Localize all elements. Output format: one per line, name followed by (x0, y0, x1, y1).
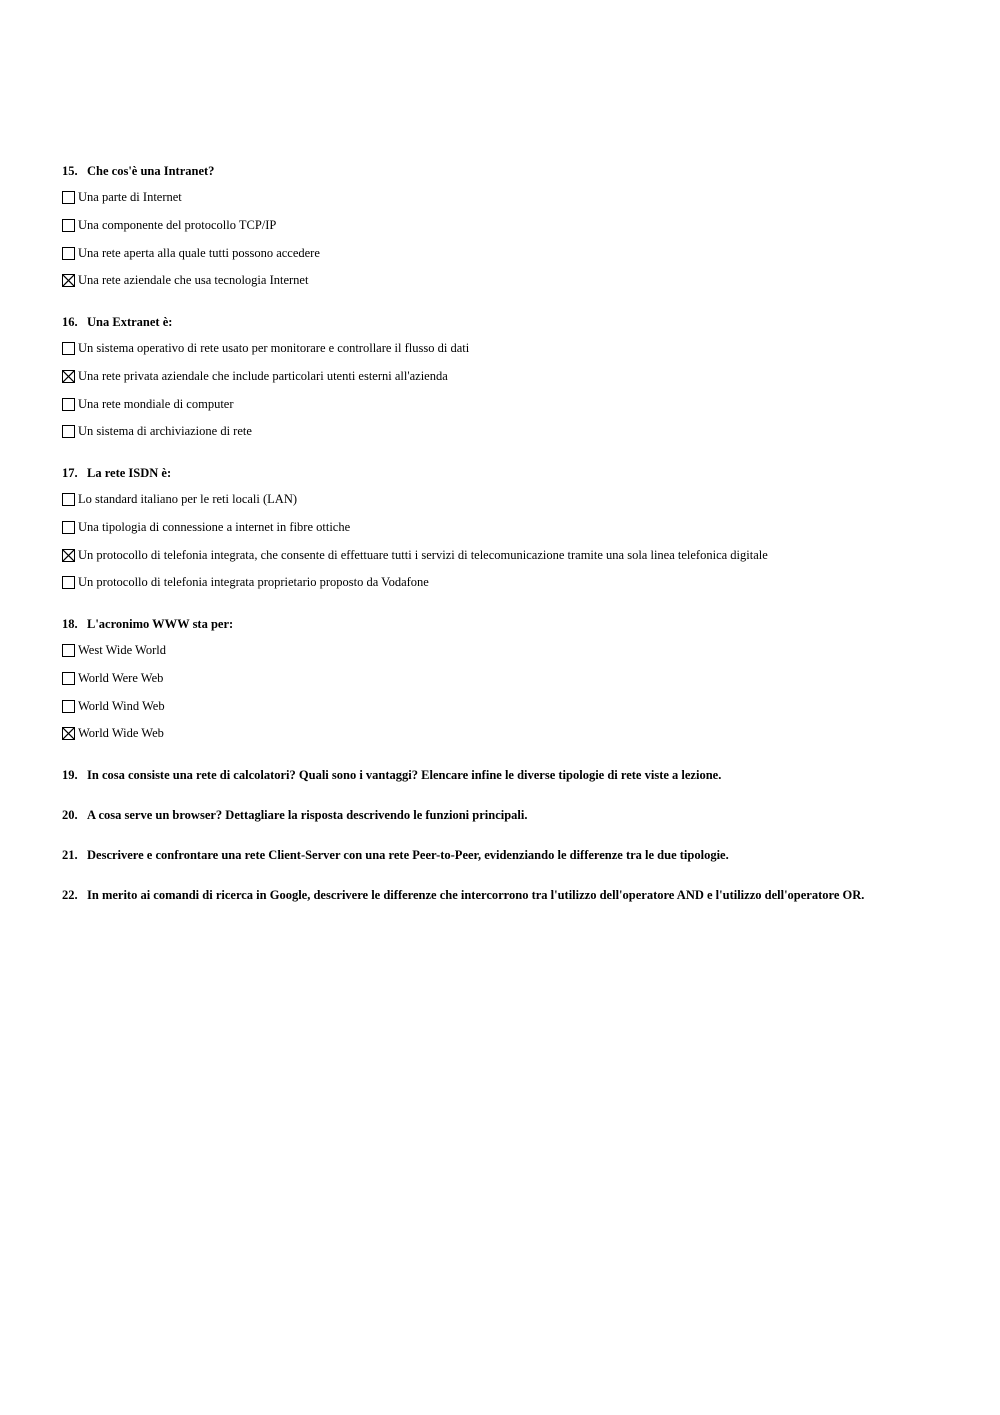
option-label: Una rete aperta alla quale tutti possono accedere (78, 245, 320, 260)
checkbox-icon[interactable] (62, 247, 75, 260)
question-number: 21. (62, 848, 78, 862)
question-18-title (62, 617, 233, 632)
question-text: Una Extranet è: (87, 315, 173, 329)
option-18-d[interactable] (62, 725, 164, 741)
question-17-title (62, 466, 171, 481)
option-label: Una rete privata aziendale che include particolari utenti esterni all'azienda (78, 368, 448, 383)
question-16-title (62, 315, 172, 330)
question-20-title (62, 808, 528, 823)
option-17-c[interactable] (62, 547, 768, 563)
option-label: World Wide Web (78, 725, 164, 740)
option-label: Una rete aziendale che usa tecnologia Internet (78, 272, 309, 287)
checkbox-icon[interactable] (62, 191, 75, 204)
option-18-a[interactable] (62, 642, 166, 658)
option-17-a[interactable] (62, 491, 297, 507)
checkbox-icon[interactable] (62, 398, 75, 411)
checkbox-icon[interactable] (62, 672, 75, 685)
question-19-title (62, 768, 721, 783)
question-number: 19. (62, 768, 78, 782)
question-text: In cosa consiste una rete di calcolatori? Quali sono i vantaggi? Elencare infine le diverse tipologie di rete viste a lezione. (87, 768, 722, 782)
option-16-a[interactable] (62, 340, 469, 356)
option-label: Un sistema operativo di rete usato per monitorare e controllare il flusso di dati (78, 340, 470, 355)
question-22-title (62, 888, 864, 903)
option-label: Una componente del protocollo TCP/IP (78, 217, 277, 232)
checkbox-icon[interactable] (62, 219, 75, 232)
option-17-d[interactable] (62, 574, 429, 590)
question-text: Descrivere e confrontare una rete Client-Server con una rete Peer-to-Peer, evidenziando le differenze tra le due tipologie. (87, 848, 729, 862)
option-16-b[interactable] (62, 368, 448, 384)
question-15-title (62, 164, 214, 179)
option-15-c[interactable] (62, 245, 320, 261)
question-text: Che cos'è una Intranet? (87, 164, 215, 178)
option-label: World Wind Web (78, 698, 165, 713)
checkbox-icon[interactable] (62, 700, 75, 713)
option-label: Una parte di Internet (78, 189, 182, 204)
option-15-a[interactable] (62, 189, 182, 205)
option-label: Un sistema di archiviazione di rete (78, 423, 252, 438)
option-label: Una tipologia di connessione a internet in fibre ottiche (78, 519, 351, 534)
checkbox-icon[interactable] (62, 342, 75, 355)
option-label: Lo standard italiano per le reti locali (LAN) (78, 491, 298, 506)
question-number: 17. (62, 466, 78, 480)
option-label: World Were Web (78, 670, 164, 685)
checked-checkbox-icon[interactable] (62, 274, 75, 287)
option-15-b[interactable] (62, 217, 276, 233)
checkbox-icon[interactable] (62, 644, 75, 657)
option-15-d[interactable] (62, 272, 308, 288)
option-16-c[interactable] (62, 396, 234, 412)
question-text: In merito ai comandi di ricerca in Google, descrivere le differenze che intercorrono tra l'utilizzo dell'operatore AND e l'utilizzo dell'operatore OR. (87, 888, 865, 902)
question-number: 20. (62, 808, 78, 822)
checked-checkbox-icon[interactable] (62, 370, 75, 383)
checked-checkbox-icon[interactable] (62, 549, 75, 562)
question-number: 15. (62, 164, 78, 178)
question-text: L'acronimo WWW sta per: (87, 617, 234, 631)
option-label: West Wide World (78, 642, 166, 657)
question-text: A cosa serve un browser? Dettagliare la risposta descrivendo le funzioni principali. (87, 808, 528, 822)
option-label: Un protocollo di telefonia integrata proprietario proposto da Vodafone (78, 574, 429, 589)
option-18-b[interactable] (62, 670, 163, 686)
checkbox-icon[interactable] (62, 576, 75, 589)
option-18-c[interactable] (62, 698, 165, 714)
question-number: 18. (62, 617, 78, 631)
question-21-title (62, 848, 729, 863)
option-17-b[interactable] (62, 519, 350, 535)
question-number: 22. (62, 888, 78, 902)
option-label: Una rete mondiale di computer (78, 396, 234, 411)
question-number: 16. (62, 315, 78, 329)
option-16-d[interactable] (62, 423, 252, 439)
checkbox-icon[interactable] (62, 425, 75, 438)
option-label: Un protocollo di telefonia integrata, che consente di effettuare tutti i servizi di telecomunicazione tramite una sola linea telefonica digitale (78, 547, 768, 562)
checkbox-icon[interactable] (62, 493, 75, 506)
checked-checkbox-icon[interactable] (62, 727, 75, 740)
question-text: La rete ISDN è: (87, 466, 172, 480)
checkbox-icon[interactable] (62, 521, 75, 534)
